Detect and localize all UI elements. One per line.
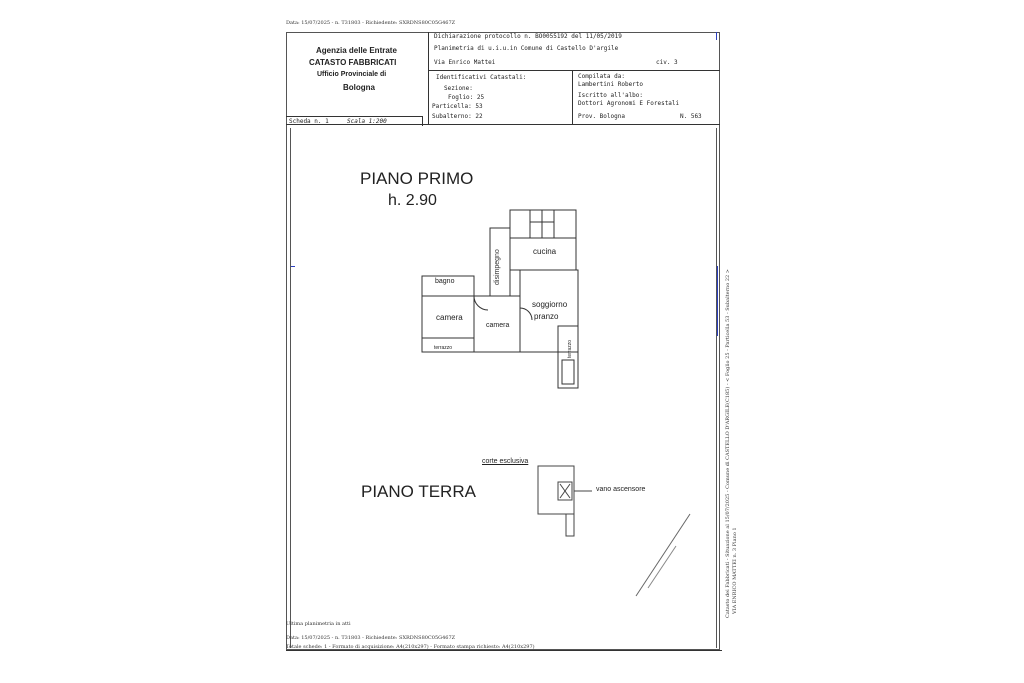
room-pranzo: pranzo: [534, 312, 559, 321]
diagonal-strokes: [628, 510, 698, 602]
num-text: N. 563: [680, 113, 702, 120]
corte-label: corte esclusiva: [482, 458, 529, 465]
header-divider-v1: [428, 32, 429, 124]
footer-ultima: Ultima planimetria in atti: [286, 621, 351, 627]
piano-primo-title: PIANO PRIMO: [360, 169, 474, 188]
agency-name: Agenzia delle Entrate: [316, 46, 397, 55]
room-terrazzo-1: terrazzo: [434, 345, 453, 351]
blue-marker-right: [717, 266, 718, 336]
scheda-divider: [286, 116, 422, 117]
albo-text: Dottori Agronomi E Forestali: [578, 100, 680, 107]
room-disimpegno: disimpegno: [494, 249, 501, 285]
room-soggiorno: soggiorno: [532, 300, 568, 309]
planimetria-text: Planimetria di u.i.u.in Comune di Castello D'argile: [434, 45, 619, 52]
particella-text: Particella: 53: [432, 103, 483, 110]
scheda-divider-v: [422, 116, 423, 126]
floor-plan-primo: [418, 208, 588, 390]
altezza-label: h. 2.90: [388, 192, 437, 209]
civ-text: civ. 3: [656, 59, 678, 66]
room-camera-2: camera: [486, 322, 510, 329]
header-divider-h1: [428, 70, 720, 71]
office-city: Bologna: [343, 83, 375, 92]
header-divider-v2: [572, 70, 573, 124]
via-text: Via Enrico Mattei: [434, 59, 496, 66]
scheda-text: Scheda n. 1: [289, 118, 329, 125]
footer-meta: Data: 15/07/2025 - n. T31803 - Richiedente: SXRDNS80C05G467Z: [286, 635, 456, 641]
room-terrazzo-2: terrazzo: [567, 339, 573, 358]
top-meta-text: Data: 15/07/2025 - n. T31803 - Richiedente: SXRDNS80C05G467Z: [286, 20, 456, 26]
right-vertical-text: Catasto dei Fabbricati - Situazione al 15/07/2025 - Comune di CASTELLO D'ARGILE(C185) - < Foglio 25 - Particella 53 - Subalterno 22 >: [725, 269, 731, 618]
vano-label: vano ascensore: [596, 486, 646, 493]
right-vertical-text-2: VIA ENRICO MATTEI n. 3 Piano 1: [732, 527, 738, 614]
room-cucina: cucina: [533, 247, 557, 256]
footer-totale: Totale schede: 1 - Formato di acquisizione: A4(210x297) - Formato stampa richiesto: A4(210x297): [286, 644, 535, 650]
footer-line: [286, 650, 722, 651]
compilata-text: Compilata da:: [578, 73, 625, 80]
compilatore-text: Lambertini Roberto: [578, 81, 644, 88]
blue-marker-top: [716, 32, 717, 40]
plan-right-edge: [716, 128, 717, 648]
ident-title: Identificativi Catastali:: [436, 74, 527, 81]
plan-left-edge: [290, 128, 291, 648]
dichiarazione-text: Dichiarazione protocollo n. BO0055192 del 11/05/2019: [434, 33, 622, 40]
room-bagno: bagno: [435, 278, 455, 285]
scala-text: Scala 1:200: [347, 118, 387, 125]
iscritto-text: Iscritto all'albo:: [578, 92, 644, 99]
foglio-text: Foglio: 25: [448, 94, 485, 101]
subalterno-text: Subalterno: 22: [432, 113, 483, 120]
sezione-text: Sezione:: [444, 85, 473, 92]
piano-terra-title: PIANO TERRA: [361, 482, 476, 501]
catasto-title: CATASTO FABBRICATI: [309, 58, 397, 67]
office-label: Ufficio Provinciale di: [317, 71, 387, 78]
prov-text: Prov. Bologna: [578, 113, 625, 120]
room-camera-1: camera: [436, 313, 463, 322]
